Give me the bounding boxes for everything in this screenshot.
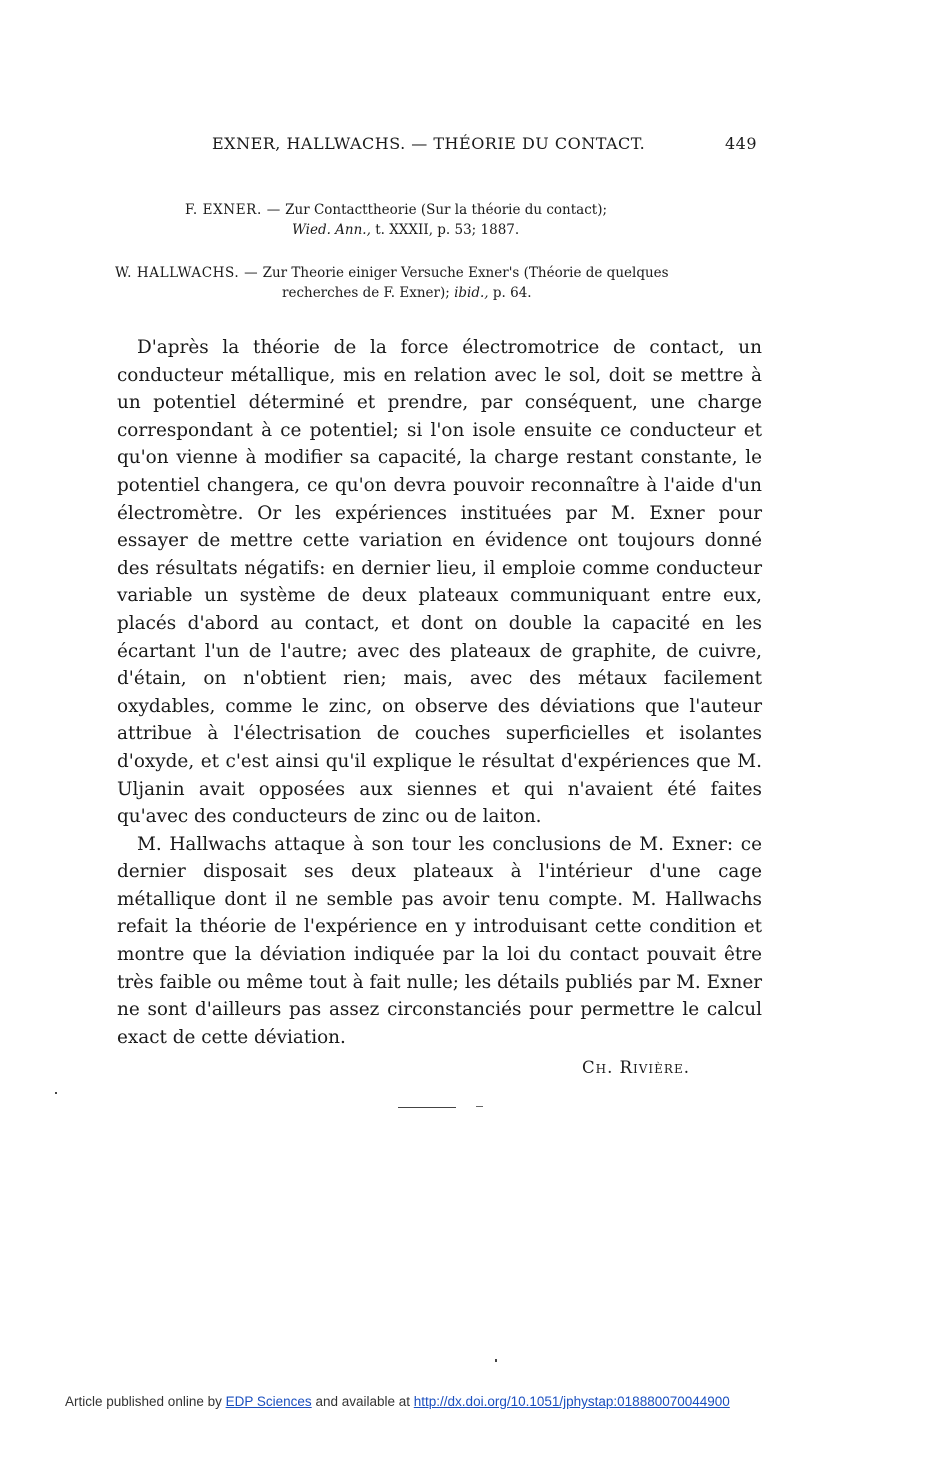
body-paragraph: M. Hallwachs attaque à son tour les conclusions de M. Exner: ce dernier disposait ses deux plateaux à l'intérieur d'une cage métallique dont il ne semble pas avoir tenu compte. M. Hallwachs refait la théorie de l'expérience en y introduisant cette condition et montre que la déviation indiquée par la loi du contact pouvait être très faible ou même tout à fait nulle; les détails publiés par M. Exner ne sont d'ailleurs pas assez circonstanciés pour permettre le calcul exact de cette déviation. — [117, 833, 762, 1048]
footer-prefix: Article published online by — [65, 1394, 222, 1409]
reference-title: Zur Contacttheorie (Sur la théorie du contact); — [285, 202, 608, 218]
reference-journal: Wied. Ann., — [292, 222, 371, 238]
reference-title: Zur Theorie einiger Versuche Exner's (Théorie de quelques — [262, 265, 669, 281]
page-number: 449 — [724, 134, 757, 153]
reference-title-cont: recherches de F. Exner); — [282, 285, 450, 301]
reference-line — [185, 220, 695, 240]
reference-hallwachs — [115, 263, 765, 303]
reference-line — [115, 263, 765, 283]
reference-citation: t. XXXII, p. 53; 1887. — [375, 222, 520, 238]
reference-line — [185, 200, 695, 220]
scan-speck — [55, 1092, 57, 1094]
reference-author: W. HALLWACHS. — — [115, 265, 259, 281]
doi-link[interactable]: http://dx.doi.org/10.1051/jphystap:018880070044900 — [413, 1394, 730, 1409]
reference-author: F. EXNER. — — [185, 202, 281, 218]
reference-exner — [185, 200, 695, 240]
publication-footer — [65, 1394, 730, 1409]
scan-speck — [495, 1359, 497, 1362]
reference-ibid: ibid., — [454, 285, 489, 301]
reference-citation: p. 64. — [492, 285, 532, 301]
publisher-link[interactable]: EDP Sciences — [225, 1394, 312, 1409]
body-paragraph: D'après la théorie de la force électromotrice de contact, un conducteur métallique, mis en relation avec le sol, doit se mettre à un potentiel déterminé et prendre, par conséquent, une charge correspondant à ce potentiel; si l'on isole ensuite ce conducteur et qu'on vienne à modifier sa capacité, la charge restant constante, le potentiel changera, ce qu'on devra pouvoir reconnaître à l'aide d'un électromètre. Or les expériences instituées par M. Exner pour essayer de mettre cette variation en évidence ont toujours donné des résultats négatifs: en dernier lieu, il emploie comme conducteur variable un système de deux plateaux communiquant entre eux, placés d'abord au contact, et dont on double la capacité en les écartant l'un de l'autre; avec des plateaux de graphite, de cuivre, d'étain, on n'obtient rien; mais, avec des métaux facilement oxydables, comme le zinc, on observe des déviations que l'auteur attribue à l'électrisation de couches superficielles et isolantes d'oxyde, et c'est ainsi qu'il explique le résultat d'expériences que M. Uljanin avait opposées aux siennes et qui n'avaient été faites qu'avec des conducteurs de zinc ou de laiton. — [117, 337, 762, 828]
reference-line — [115, 283, 765, 303]
running-title: EXNER, HALLWACHS. — THÉORIE DU CONTACT. — [212, 134, 646, 153]
section-rule-tick — [476, 1106, 483, 1107]
section-rule — [398, 1107, 456, 1108]
footer-middle: and available at — [315, 1394, 411, 1409]
author-signature: Ch. Rivière. — [582, 1058, 690, 1077]
article-body — [117, 334, 762, 1051]
